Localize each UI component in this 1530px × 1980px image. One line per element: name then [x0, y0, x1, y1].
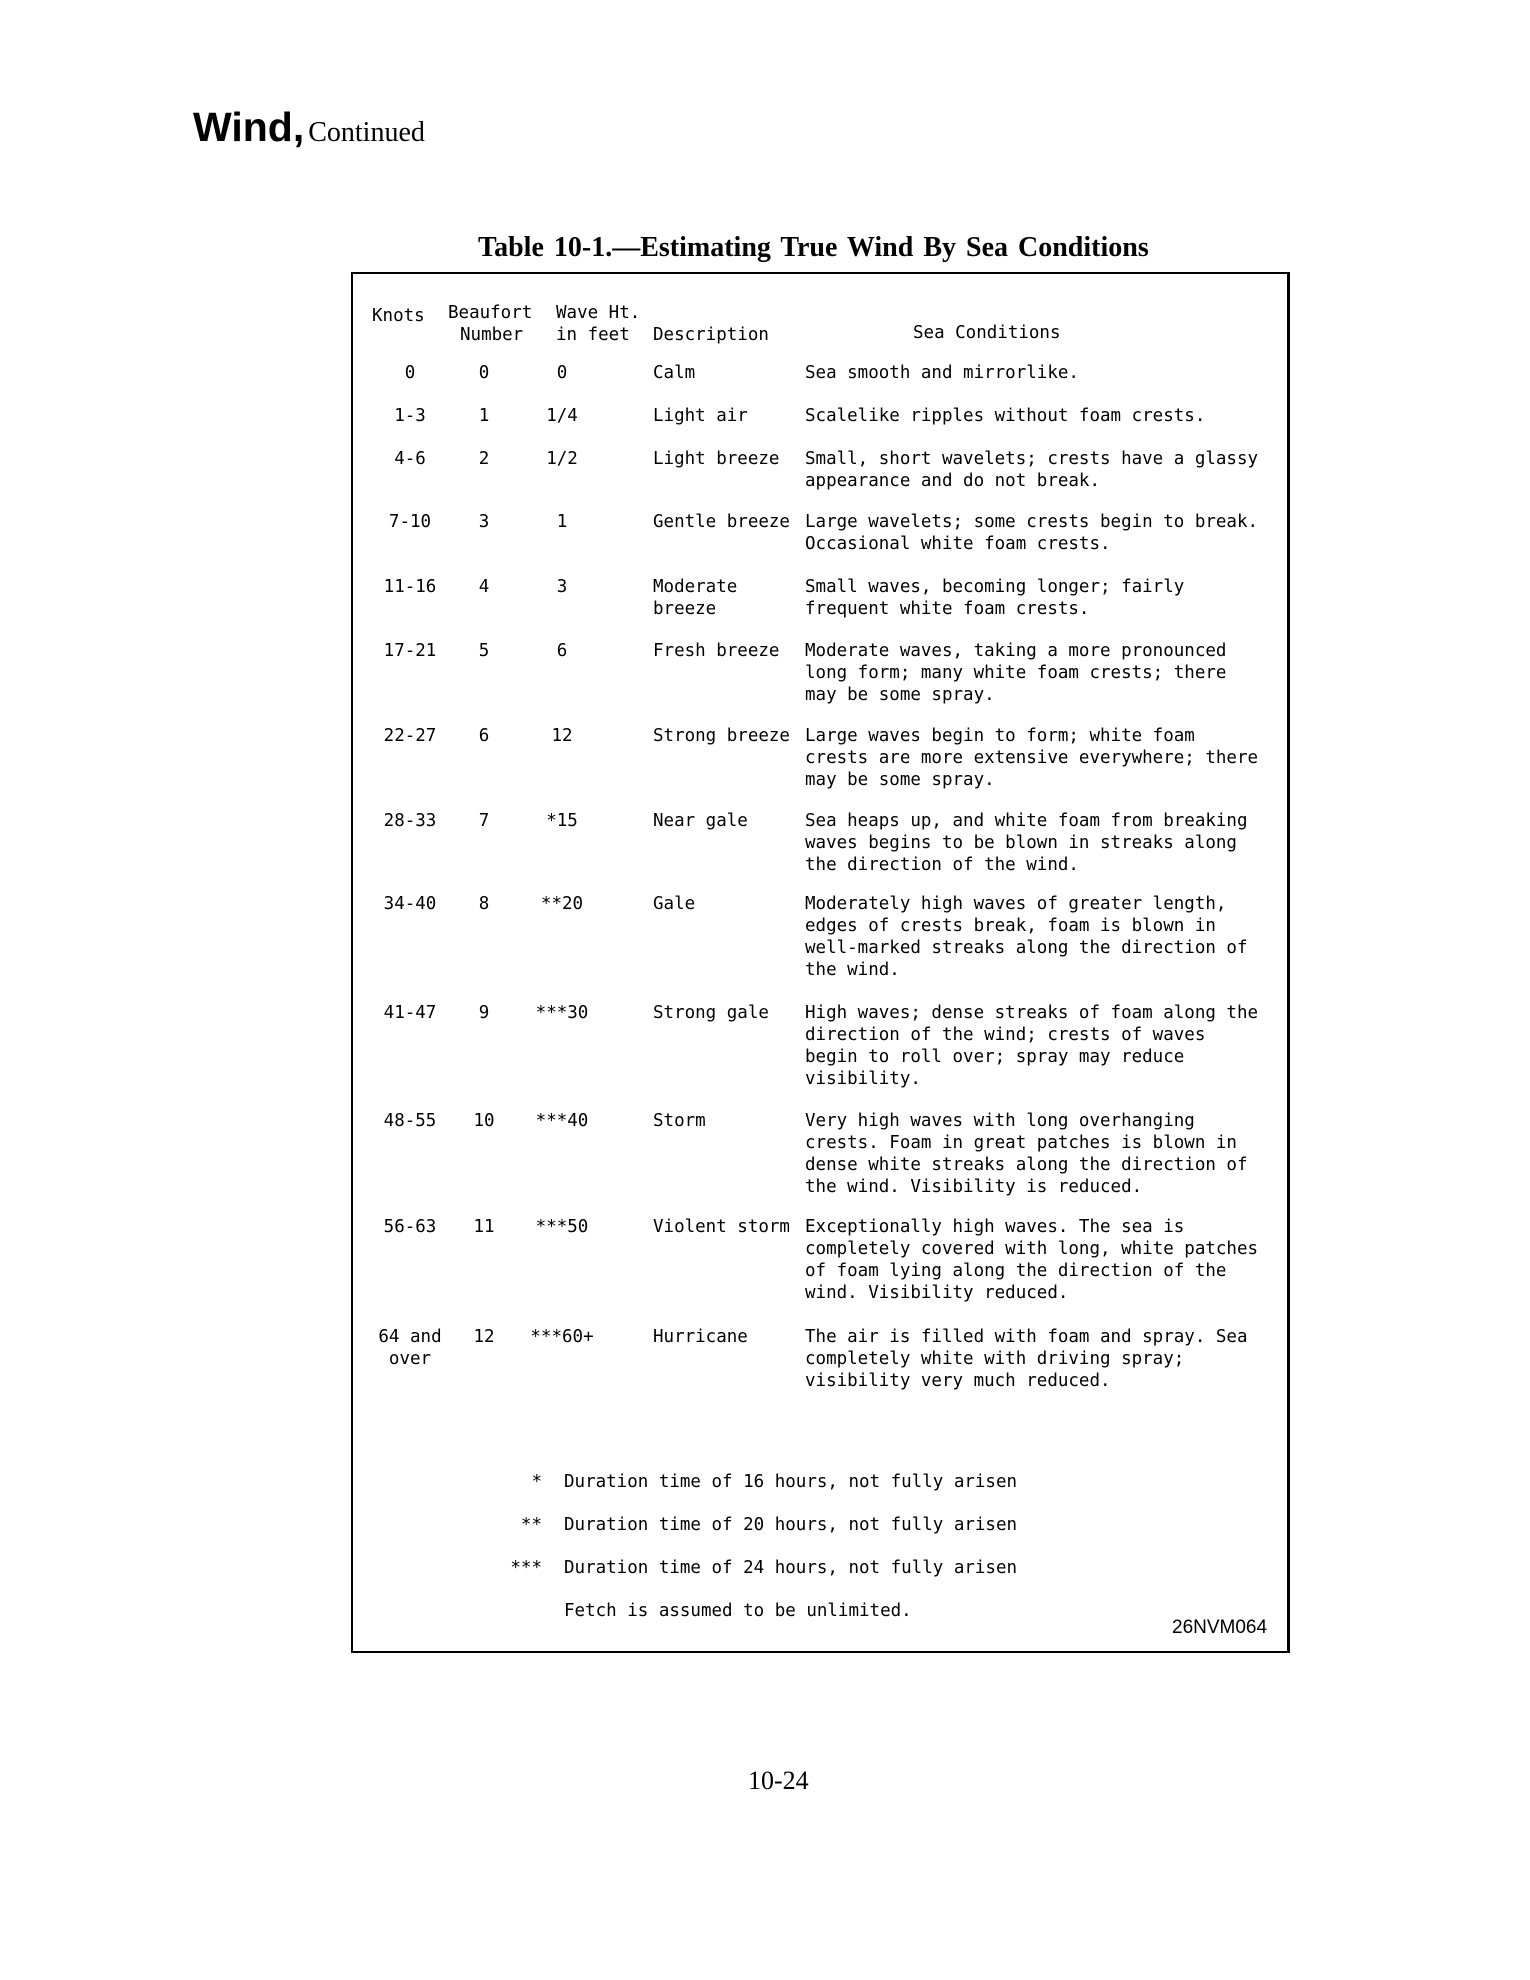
sea-conditions-cell: Sea heaps up, and white foam from breaking waves begins to be blown in streaks along the direction of the wind.	[805, 811, 1248, 875]
footnote-text: Fetch is assumed to be unlimited.	[564, 1601, 912, 1621]
knots-cell: 0	[404, 363, 416, 383]
description-cell: Storm	[653, 1111, 706, 1131]
sea-conditions-cell: High waves; dense streaks of foam along the direction of the wind; crests of waves begin to roll over; spray may reduce visibility.	[805, 1003, 1259, 1089]
header-beaufort-line1: Beaufort	[448, 303, 533, 323]
wave-height-cell: *15	[546, 811, 578, 831]
beaufort-cell: 3	[478, 512, 490, 532]
footnote-mark: **	[520, 1515, 542, 1535]
wave-height-cell: 1/2	[546, 449, 578, 469]
description-cell: Light breeze	[653, 449, 780, 469]
wave-height-cell: 6	[556, 641, 568, 661]
beaufort-cell: 7	[478, 811, 490, 831]
knots-cell: 41-47	[383, 1003, 437, 1023]
wave-height-cell: ***50	[535, 1217, 589, 1237]
knots-cell: 56-63	[383, 1217, 437, 1237]
description-cell: Gentle breeze	[653, 512, 790, 532]
sea-conditions-cell: Sea smooth and mirrorlike.	[805, 363, 1079, 383]
wave-height-cell: 3	[556, 577, 568, 597]
description-cell: Fresh breeze	[653, 641, 780, 661]
footnote-text: Duration time of 24 hours, not fully arisen	[564, 1558, 1018, 1578]
description-cell: Hurricane	[653, 1327, 748, 1347]
header-wave-line1: Wave Ht.	[556, 303, 641, 323]
sea-conditions-cell: Moderately high waves of greater length, edges of crests break, foam is blown in well-marked streaks along the direction of the wind.	[805, 894, 1248, 980]
footnote-text: Duration time of 16 hours, not fully arisen	[564, 1472, 1018, 1492]
sea-conditions-cell: Large waves begin to form; white foam crests are more extensive everywhere; there may be some spray.	[805, 726, 1259, 790]
footnote	[490, 1557, 1017, 1579]
wave-height-cell: ***40	[535, 1111, 589, 1131]
knots-cell: 11-16	[383, 577, 437, 597]
heading-continued: Continued	[308, 117, 425, 148]
description-cell: Moderate breeze	[653, 577, 738, 619]
knots-cell: 17-21	[383, 641, 437, 661]
figure-id: 26NVM064	[1172, 1617, 1268, 1638]
wave-height-cell: ***60+	[530, 1327, 594, 1347]
description-cell: Violent storm	[653, 1217, 790, 1237]
sea-conditions-cell: The air is filled with foam and spray. Sea completely white with driving spray; visibility very much reduced.	[805, 1327, 1248, 1391]
footnote	[490, 1471, 1017, 1493]
description-cell: Strong gale	[653, 1003, 769, 1023]
knots-cell: 28-33	[383, 811, 437, 831]
header-description: Description	[653, 325, 769, 345]
knots-cell: 1-3	[394, 406, 426, 426]
header-knots: Knots	[372, 306, 425, 326]
footnote-mark: ***	[510, 1558, 542, 1578]
wave-height-cell: **20	[540, 894, 584, 914]
sea-conditions-cell: Very high waves with long overhanging crests. Foam in great patches is blown in dense white streaks along the direction of the wind. Visibility is reduced.	[805, 1111, 1248, 1197]
beaufort-cell: 6	[478, 726, 490, 746]
wave-height-cell: 1	[556, 512, 568, 532]
footnote-mark: *	[531, 1472, 542, 1492]
sea-conditions-cell: Moderate waves, taking a more pronounced long form; many white foam crests; there may be some spray.	[805, 641, 1227, 705]
heading-title: Wind,	[193, 104, 305, 150]
sea-conditions-cell: Exceptionally high waves. The sea is completely covered with long, white patches of foam lying along the direction of the wind. Visibility reduced.	[805, 1217, 1259, 1303]
description-cell: Light air	[653, 406, 748, 426]
wave-height-cell: 12	[551, 726, 573, 746]
header-beaufort	[448, 302, 532, 346]
beaufort-cell: 2	[478, 449, 490, 469]
wave-height-cell: 1/4	[546, 406, 578, 426]
section-heading	[193, 104, 425, 151]
header-wave-line2: in feet	[556, 325, 630, 345]
table-caption: Table 10-1.—Estimating True Wind By Sea Conditions	[478, 232, 1149, 263]
footnote	[490, 1514, 1017, 1536]
description-cell: Strong breeze	[653, 726, 790, 746]
footnote-text: Duration time of 20 hours, not fully arisen	[564, 1515, 1018, 1535]
wave-height-cell: ***30	[535, 1003, 589, 1023]
knots-cell: 22-27	[383, 726, 437, 746]
beaufort-cell: 12	[473, 1327, 495, 1347]
beaufort-cell: 0	[478, 363, 490, 383]
knots-cell: 34-40	[383, 894, 437, 914]
beaufort-cell: 1	[478, 406, 490, 426]
description-cell: Calm	[653, 363, 696, 383]
sea-conditions-cell: Small, short wavelets; crests have a glassy appearance and do not break.	[805, 449, 1259, 491]
sea-conditions-cell: Small waves, becoming longer; fairly frequent white foam crests.	[805, 577, 1185, 619]
beaufort-cell: 5	[478, 641, 490, 661]
knots-cell: 4-6	[394, 449, 426, 469]
beaufort-cell: 9	[478, 1003, 490, 1023]
knots-cell: 48-55	[383, 1111, 437, 1131]
header-wave	[556, 302, 640, 346]
sea-conditions-cell: Scalelike ripples without foam crests.	[805, 406, 1206, 426]
wave-height-cell: 0	[556, 363, 568, 383]
knots-cell: 7-10	[388, 512, 432, 532]
footnote	[490, 1600, 912, 1622]
beaufort-cell: 4	[478, 577, 490, 597]
header-sea-conditions: Sea Conditions	[913, 323, 1061, 343]
beaufort-cell: 10	[473, 1111, 495, 1131]
beaufort-cell: 11	[473, 1217, 495, 1237]
sea-conditions-cell: Large wavelets; some crests begin to break. Occasional white foam crests.	[805, 512, 1259, 554]
beaufort-cell: 8	[478, 894, 490, 914]
description-cell: Near gale	[653, 811, 748, 831]
description-cell: Gale	[653, 894, 696, 914]
header-beaufort-line2: Number	[460, 325, 524, 345]
page-number: 10-24	[748, 1766, 809, 1795]
knots-cell: 64 and over	[378, 1327, 442, 1369]
